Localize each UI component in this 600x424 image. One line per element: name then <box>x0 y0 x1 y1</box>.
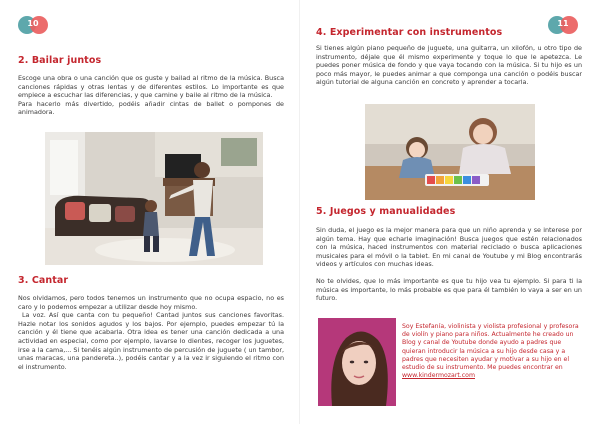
page-gutter <box>299 0 300 424</box>
paragraph-cantar-1: Nos olvidamos, pero todos tenemos un instrumento que no ocupa espacio, no es caro y lo podemos empezar a utilizar desde hoy mismo. <box>18 294 284 311</box>
section-title-juegos: 5. Juegos y manualidades <box>316 206 456 217</box>
page-number-badge-right <box>548 16 582 34</box>
piano-photo-illustration <box>365 104 535 200</box>
author-bio <box>402 323 584 380</box>
paragraph-bailar-2: Para hacerlo más divertido, podéis añadir cintas de ballet o pompones de animadora. <box>18 99 284 117</box>
paragraph-bailar-1: Escoge una obra o una canción que os guste y bailad al ritmo de la música. Busca canciones rápidas y otras lentas y de diferentes estilos. Lo importante es que empiece a escuchar las diferencias, y que camine y baile al ritmo de la música. <box>18 74 284 100</box>
portrait-illustration <box>318 318 396 406</box>
dancing-photo-illustration <box>45 132 263 265</box>
author-bio-text: Soy Estefanía, violinista y violista profesional y profesora de violín y piano para niños. Actualmente he creado un Blog y canal de Youtube donde ayudo a padres que quieran introducir la música a su hijo desde casa y a padres que necesiten ayudar y motivar a su hijo en el estudio de su instrumento. Me puedes encontrar en <box>402 323 579 372</box>
section-title-bailar: 2. Bailar juntos <box>18 55 102 66</box>
paragraph-juegos-2: No te olvides, que lo más importante es que tu hijo vea tu ejemplo. Si para ti la música es importante, lo más probable es que para él también lo vaya a ser en un futuro. <box>316 276 582 303</box>
paragraph-juegos-1: Sin duda, el juego es la mejor manera para que un niño aprenda y se interese por algún tema. Hay que echarle imaginación! Busca juegos que estén relacionados con la música, haced instrumentos con material reciclado o busca aplicaciones musicales para el móvil o la tablet. En mi canal de Youtube y mi Blog encontrarás videos y artículos con muchas ideas. <box>316 226 582 269</box>
section-title-cantar: 3. Cantar <box>18 275 69 286</box>
author-portrait <box>318 318 396 406</box>
kindermozart-link[interactable]: www.kindermozart.com <box>402 372 475 380</box>
paragraph-experimentar-1: Si tienes algún piano pequeño de juguete, una guitarra, un xilofón, u otro tipo de instrumento, déjale que él mismo experimente y toque lo que le apetezca. Le puedes poner música de fondo y que vaya tocando con la música. Si tu hijo es un poco más mayor, le puedes animar a que componga una canción o podéis buscar algún tutorial de alguna canción en concreto y aprender a tocarla. <box>316 44 582 87</box>
photo-mother-child-dancing <box>45 132 263 265</box>
paragraph-cantar-2: La voz. Así que canta con tu pequeño! Cantad juntos sus canciones favoritas. Hazle notar los sonidos agudos y los bajos. Por ejemplo, puedes empezar tú la canción y él tiene que acabarla. Otra idea es tener una canción dedicada a una actividad en especial, como por ejemplo, lavarse lo dientes, recoger los juguetes, irse a la cama,... Si tenéis algún instrumento de percusión de juguete ( un tambor, unas maracas, una pandereta..), podéis cantar y a la vez ir siguiendo el ritmo con el instrumento. <box>18 311 284 371</box>
page-number-right: 11 <box>557 19 569 28</box>
page-number-badge-left <box>18 16 52 34</box>
page-number-left: 10 <box>27 19 39 28</box>
section-title-experimentar: 4. Experimentar con instrumentos <box>316 27 503 38</box>
photo-mother-child-piano <box>365 104 535 200</box>
